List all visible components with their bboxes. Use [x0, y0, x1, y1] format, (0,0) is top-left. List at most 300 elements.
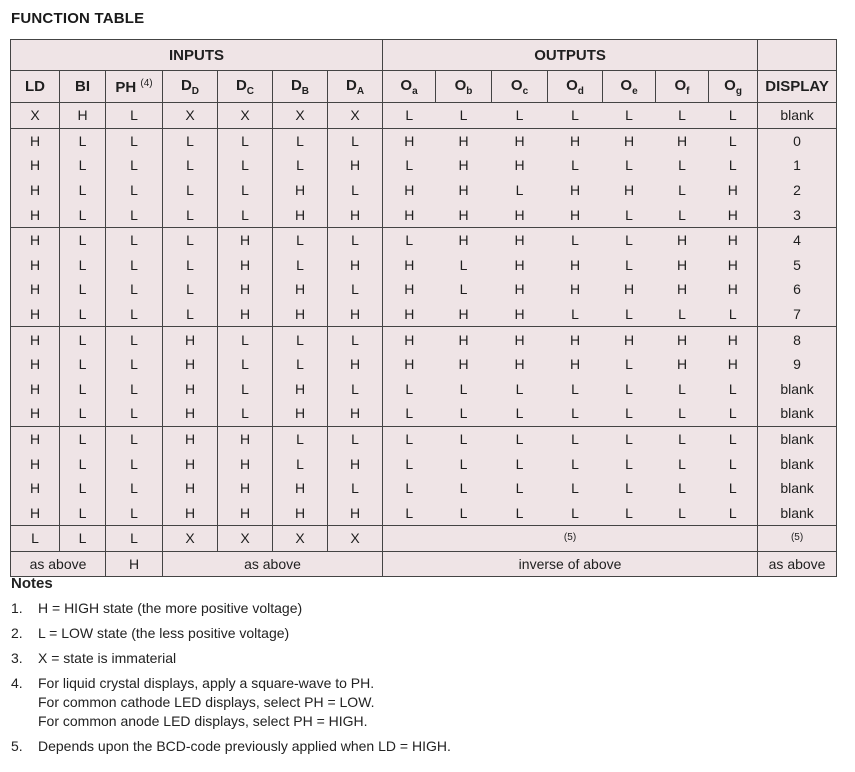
note-number: 2. — [11, 625, 23, 641]
table-row — [11, 302, 837, 327]
table-cell: H — [273, 277, 328, 302]
table-cell: L — [218, 377, 273, 402]
col-header-bi: BI — [60, 71, 106, 103]
table-cell: 1 — [758, 153, 837, 178]
table-cell: L — [106, 401, 163, 426]
table-cell: L — [218, 153, 273, 178]
table-cell: L — [328, 377, 383, 402]
notes-heading: Notes — [11, 575, 53, 592]
table-cell: X — [328, 526, 383, 552]
table-cell: H — [11, 426, 60, 451]
table-cell: L — [273, 327, 328, 352]
table-cell: H — [11, 377, 60, 402]
col-header-of: $O_f$ — [656, 71, 709, 103]
table-cell: H — [328, 153, 383, 178]
col-header-db: $D_B$ — [273, 71, 328, 103]
table-cell: L — [383, 476, 436, 501]
table-cell: L — [106, 451, 163, 476]
table-cell: H — [514, 306, 525, 323]
note-text: X = state is immaterial — [38, 650, 177, 666]
table-cell: L — [515, 504, 524, 521]
table-cell: H — [218, 277, 273, 302]
table-cell: H — [383, 202, 436, 227]
table-cell: L — [436, 426, 492, 451]
table-cell: H — [273, 178, 328, 203]
table-cell: H — [60, 103, 106, 129]
table-cell: H — [603, 128, 656, 153]
table-cell: L — [678, 504, 686, 521]
table-cell: H — [709, 227, 758, 252]
table-cell: X — [163, 103, 218, 129]
table-row — [11, 277, 837, 302]
table-cell: L — [678, 306, 686, 323]
table-cell: H — [11, 128, 60, 153]
table-cell: L — [106, 103, 163, 129]
table-cell: L — [515, 405, 524, 422]
table-cell: L — [515, 182, 524, 199]
table-cell: L — [106, 277, 163, 302]
table-cell: L — [492, 426, 548, 451]
table-cell: L — [625, 157, 633, 174]
note-text: L = LOW state (the less positive voltage) — [38, 625, 290, 641]
table-cell: L — [383, 426, 436, 451]
table-cell: H — [514, 157, 525, 174]
table-cell: H — [273, 401, 328, 426]
table-cell: H — [163, 426, 218, 451]
table-cell: L — [678, 206, 686, 223]
page-title: FUNCTION TABLE — [11, 10, 145, 27]
table-cell: L — [625, 380, 633, 397]
table-cell: L — [106, 526, 163, 552]
table-cell: H — [11, 153, 60, 178]
table-cell: H — [548, 128, 603, 153]
table-cell: blank — [758, 501, 837, 526]
table-cell: L — [60, 476, 106, 501]
table-cell: L — [218, 178, 273, 203]
col-header-dd: $D_D$ — [163, 71, 218, 103]
table-cell: L — [106, 501, 163, 526]
table-cell: L — [709, 302, 758, 327]
table-cell: L — [106, 352, 163, 377]
table-cell: H — [163, 401, 218, 426]
table-cell: L — [571, 306, 579, 323]
outputs-note-ref: (5) — [383, 526, 758, 552]
table-cell: H — [328, 401, 383, 426]
table-row — [11, 103, 837, 129]
note-text: H = HIGH state (the more positive voltage) — [38, 600, 303, 616]
note-text: For common anode LED displays, select PH = HIGH. — [38, 713, 368, 729]
table-cell: blank — [758, 426, 837, 451]
table-cell: L — [60, 128, 106, 153]
table-row — [11, 451, 837, 476]
table-cell: H — [676, 281, 688, 298]
table-cell: L — [571, 405, 579, 422]
table-cell: L — [656, 103, 709, 129]
table-cell: L — [678, 157, 686, 174]
table-footer-row — [11, 551, 837, 576]
table-cell: H — [492, 128, 548, 153]
notes — [11, 575, 451, 762]
table-cell: L — [106, 128, 163, 153]
table-cell: H — [328, 451, 383, 476]
table-cell: L — [625, 405, 633, 422]
table-cell: L — [625, 480, 633, 497]
table-row — [11, 501, 837, 526]
col-header-od: $O_d$ — [548, 71, 603, 103]
table-cell: X — [273, 526, 328, 552]
table-cell: L — [106, 178, 163, 203]
col-header-oe: $O_e$ — [603, 71, 656, 103]
table-cell: L — [678, 405, 686, 422]
table-cell: L — [273, 426, 328, 451]
table-cell: L — [163, 227, 218, 252]
footer-cell: inverse of above — [383, 551, 758, 576]
table-cell: L — [60, 277, 106, 302]
table-row — [11, 352, 837, 377]
table-cell: L — [60, 202, 106, 227]
table-cell: H — [273, 377, 328, 402]
table-cell: blank — [758, 476, 837, 501]
outputs-group-header: OUTPUTS — [383, 40, 758, 71]
table-cell: H — [11, 327, 60, 352]
table-cell: H — [458, 182, 469, 199]
table-cell: H — [436, 227, 492, 252]
table-cell: X — [163, 526, 218, 552]
table-cell: H — [709, 277, 758, 302]
table-row — [11, 178, 837, 203]
table-cell: L — [571, 455, 579, 472]
note-item — [11, 599, 451, 618]
col-header-da: $D_A$ — [328, 71, 383, 103]
table-cell: L — [106, 202, 163, 227]
display-note-ref: (5) — [758, 526, 837, 552]
table-cell: H — [569, 356, 581, 373]
table-cell: L — [625, 356, 633, 373]
table-cell: L — [678, 480, 686, 497]
table-cell: L — [163, 153, 218, 178]
function-table — [10, 39, 837, 577]
table-cell: L — [515, 480, 524, 497]
col-header-oc: $O_c$ — [492, 71, 548, 103]
table-cell: H — [458, 206, 469, 223]
table-cell: L — [459, 281, 468, 298]
table-row — [11, 476, 837, 501]
table-cell: H — [11, 352, 60, 377]
table-cell: L — [571, 380, 579, 397]
table-cell: X — [218, 103, 273, 129]
table-cell: H — [383, 253, 436, 278]
table-cell: L — [60, 253, 106, 278]
table-cell: L — [492, 103, 548, 129]
table-cell: H — [383, 128, 436, 153]
table-cell: L — [328, 128, 383, 153]
table-cell: H — [514, 281, 525, 298]
table-cell: L — [383, 103, 436, 129]
table-cell: 8 — [758, 327, 837, 352]
table-cell: H — [273, 501, 328, 526]
table-cell: L — [106, 327, 163, 352]
table-row — [11, 327, 837, 352]
table-cell: L — [383, 377, 436, 402]
table-cell: L — [625, 206, 633, 223]
table-row — [11, 202, 837, 227]
table-cell: L — [106, 253, 163, 278]
table-cell: H — [623, 182, 635, 199]
table-cell: 3 — [758, 202, 837, 227]
table-cell: H — [569, 182, 581, 199]
table-cell: H — [656, 327, 709, 352]
table-cell: L — [571, 480, 579, 497]
table-cell: L — [459, 380, 468, 397]
table-cell: L — [515, 455, 524, 472]
table-cell: L — [459, 480, 468, 497]
table-cell: L — [60, 426, 106, 451]
table-cell: L — [548, 426, 603, 451]
table-cell: L — [328, 476, 383, 501]
table-cell: H — [458, 356, 469, 373]
table-cell: H — [11, 277, 60, 302]
table-cell: L — [60, 526, 106, 552]
table-cell: X — [11, 103, 60, 129]
inputs-group-header: INPUTS — [11, 40, 383, 71]
table-row — [11, 227, 837, 252]
table-cell: L — [60, 153, 106, 178]
table-cell: H — [656, 227, 709, 252]
table-cell: L — [106, 426, 163, 451]
table-cell: H — [218, 302, 273, 327]
table-cell: H — [11, 476, 60, 501]
table-cell: blank — [758, 401, 837, 426]
table-row — [11, 426, 837, 451]
footer-cell: as above — [163, 551, 383, 576]
table-cell: H — [709, 352, 758, 377]
table-cell: L — [603, 227, 656, 252]
table-cell: L — [106, 227, 163, 252]
table-cell: L — [328, 277, 383, 302]
note-item — [11, 674, 451, 731]
table-cell: H — [11, 501, 60, 526]
table-cell: H — [163, 327, 218, 352]
table-cell: L — [328, 227, 383, 252]
table-cell: blank — [758, 377, 837, 402]
table-cell: L — [678, 182, 686, 199]
table-cell: L — [273, 451, 328, 476]
table-cell: X — [328, 103, 383, 129]
table-cell: H — [273, 302, 328, 327]
note-item — [11, 737, 451, 756]
table-cell: 4 — [758, 227, 837, 252]
table-cell: L — [163, 202, 218, 227]
table-cell: X — [273, 103, 328, 129]
table-cell: H — [163, 352, 218, 377]
col-header-display: DISPLAY — [758, 71, 837, 103]
table-cell: L — [678, 380, 686, 397]
footer-cell: as above — [758, 551, 837, 576]
table-cell: L — [60, 401, 106, 426]
table-cell: H — [548, 327, 603, 352]
note-text: For common cathode LED displays, select PH = LOW. — [38, 694, 375, 710]
table-cell: 9 — [758, 352, 837, 377]
table-cell: H — [709, 327, 758, 352]
table-cell: L — [60, 178, 106, 203]
table-cell: L — [383, 227, 436, 252]
table-cell: 2 — [758, 178, 837, 203]
table-cell: L — [60, 352, 106, 377]
table-cell: L — [571, 504, 579, 521]
table-cell: blank — [758, 103, 837, 129]
col-header-og: $O_g$ — [709, 71, 758, 103]
table-cell: H — [328, 202, 383, 227]
table-cell: L — [163, 302, 218, 327]
table-cell: L — [603, 103, 656, 129]
table-cell: H — [11, 227, 60, 252]
table-cell: L — [603, 426, 656, 451]
table-cell: L — [709, 451, 758, 476]
table-cell: H — [11, 178, 60, 203]
table-cell: H — [676, 256, 688, 273]
table-cell: L — [328, 327, 383, 352]
table-cell: L — [60, 302, 106, 327]
note-number: 3. — [11, 650, 23, 666]
table-cell: H — [514, 356, 525, 373]
table-cell: H — [11, 451, 60, 476]
table-cell: L — [60, 227, 106, 252]
table-cell: H — [218, 476, 273, 501]
table-cell: L — [218, 202, 273, 227]
table-cell: blank — [758, 451, 837, 476]
note-number: 5. — [11, 738, 23, 754]
table-cell: H — [11, 253, 60, 278]
table-cell: L — [273, 352, 328, 377]
col-header-dc: $D_C$ — [218, 71, 273, 103]
table-cell: H — [383, 352, 436, 377]
table-cell: H — [436, 327, 492, 352]
col-header-ob: $O_b$ — [436, 71, 492, 103]
table-row — [11, 377, 837, 402]
table-cell: H — [492, 327, 548, 352]
table-cell: H — [218, 451, 273, 476]
table-row — [11, 253, 837, 278]
table-cell: H — [603, 327, 656, 352]
table-cell: L — [273, 128, 328, 153]
table-cell: 6 — [758, 277, 837, 302]
table-cell: L — [709, 501, 758, 526]
table-cell: L — [60, 377, 106, 402]
table-cell: L — [436, 103, 492, 129]
table-cell: L — [571, 157, 579, 174]
table-cell: H — [383, 178, 436, 203]
table-cell: L — [459, 405, 468, 422]
table-cell: L — [383, 401, 436, 426]
table-cell: L — [548, 227, 603, 252]
table-cell: H — [569, 206, 581, 223]
table-cell: H — [218, 426, 273, 451]
display-group-header — [758, 40, 837, 71]
table-cell: H — [11, 202, 60, 227]
table-cell: H — [709, 253, 758, 278]
table-row — [11, 128, 837, 153]
table-cell: L — [459, 504, 468, 521]
table-cell: L — [106, 153, 163, 178]
table-cell: H — [11, 401, 60, 426]
table-cell: L — [218, 128, 273, 153]
table-cell: H — [328, 253, 383, 278]
table-cell: L — [328, 178, 383, 203]
table-cell: H — [163, 451, 218, 476]
table-cell: L — [218, 401, 273, 426]
table-cell: L — [163, 277, 218, 302]
table-cell: L — [709, 153, 758, 178]
table-cell: L — [709, 426, 758, 451]
table-cell: H — [383, 277, 436, 302]
table-cell: L — [218, 327, 273, 352]
table-cell: H — [218, 227, 273, 252]
table-cell: L — [273, 153, 328, 178]
table-cell: H — [709, 178, 758, 203]
footer-cell: H — [106, 551, 163, 576]
table-cell: H — [514, 256, 525, 273]
table-cell: H — [11, 302, 60, 327]
table-cell: H — [623, 281, 635, 298]
table-cell: L — [678, 455, 686, 472]
table-cell: L — [625, 306, 633, 323]
table-cell: L — [625, 504, 633, 521]
table-cell: H — [273, 476, 328, 501]
table-cell: H — [569, 281, 581, 298]
col-header-ph: PH $^{(4)}$ — [106, 71, 163, 103]
table-cell: H — [163, 476, 218, 501]
table-cell: H — [458, 157, 469, 174]
table-cell: L — [163, 253, 218, 278]
table-row — [11, 153, 837, 178]
col-header-ld: LD — [11, 71, 60, 103]
table-cell: H — [328, 501, 383, 526]
table-cell: L — [709, 377, 758, 402]
table-cell: L — [273, 227, 328, 252]
table-cell: 0 — [758, 128, 837, 153]
table-cell: H — [383, 302, 436, 327]
table-cell: L — [163, 178, 218, 203]
table-cell: L — [60, 451, 106, 476]
table-cell: L — [273, 253, 328, 278]
note-number: 4. — [11, 675, 23, 691]
table-cell: H — [656, 128, 709, 153]
table-cell: L — [515, 380, 524, 397]
table-cell: H — [163, 377, 218, 402]
table-cell: L — [709, 128, 758, 153]
note-text: Depends upon the BCD-code previously applied when LD = HIGH. — [38, 738, 451, 754]
table-cell: L — [459, 455, 468, 472]
table-cell: L — [383, 451, 436, 476]
table-cell: H — [514, 206, 525, 223]
table-cell: L — [709, 103, 758, 129]
table-cell: H — [328, 352, 383, 377]
table-cell: L — [656, 426, 709, 451]
table-cell: L — [709, 476, 758, 501]
table-cell: H — [676, 356, 688, 373]
table-cell: H — [218, 501, 273, 526]
table-cell: L — [383, 501, 436, 526]
table-cell: X — [218, 526, 273, 552]
table-cell: L — [60, 501, 106, 526]
table-cell: H — [492, 227, 548, 252]
footer-cell: as above — [11, 551, 106, 576]
table-cell: H — [436, 128, 492, 153]
table-cell: L — [625, 256, 633, 273]
table-cell: L — [60, 327, 106, 352]
col-header-oa: $O_a$ — [383, 71, 436, 103]
note-item — [11, 624, 451, 643]
